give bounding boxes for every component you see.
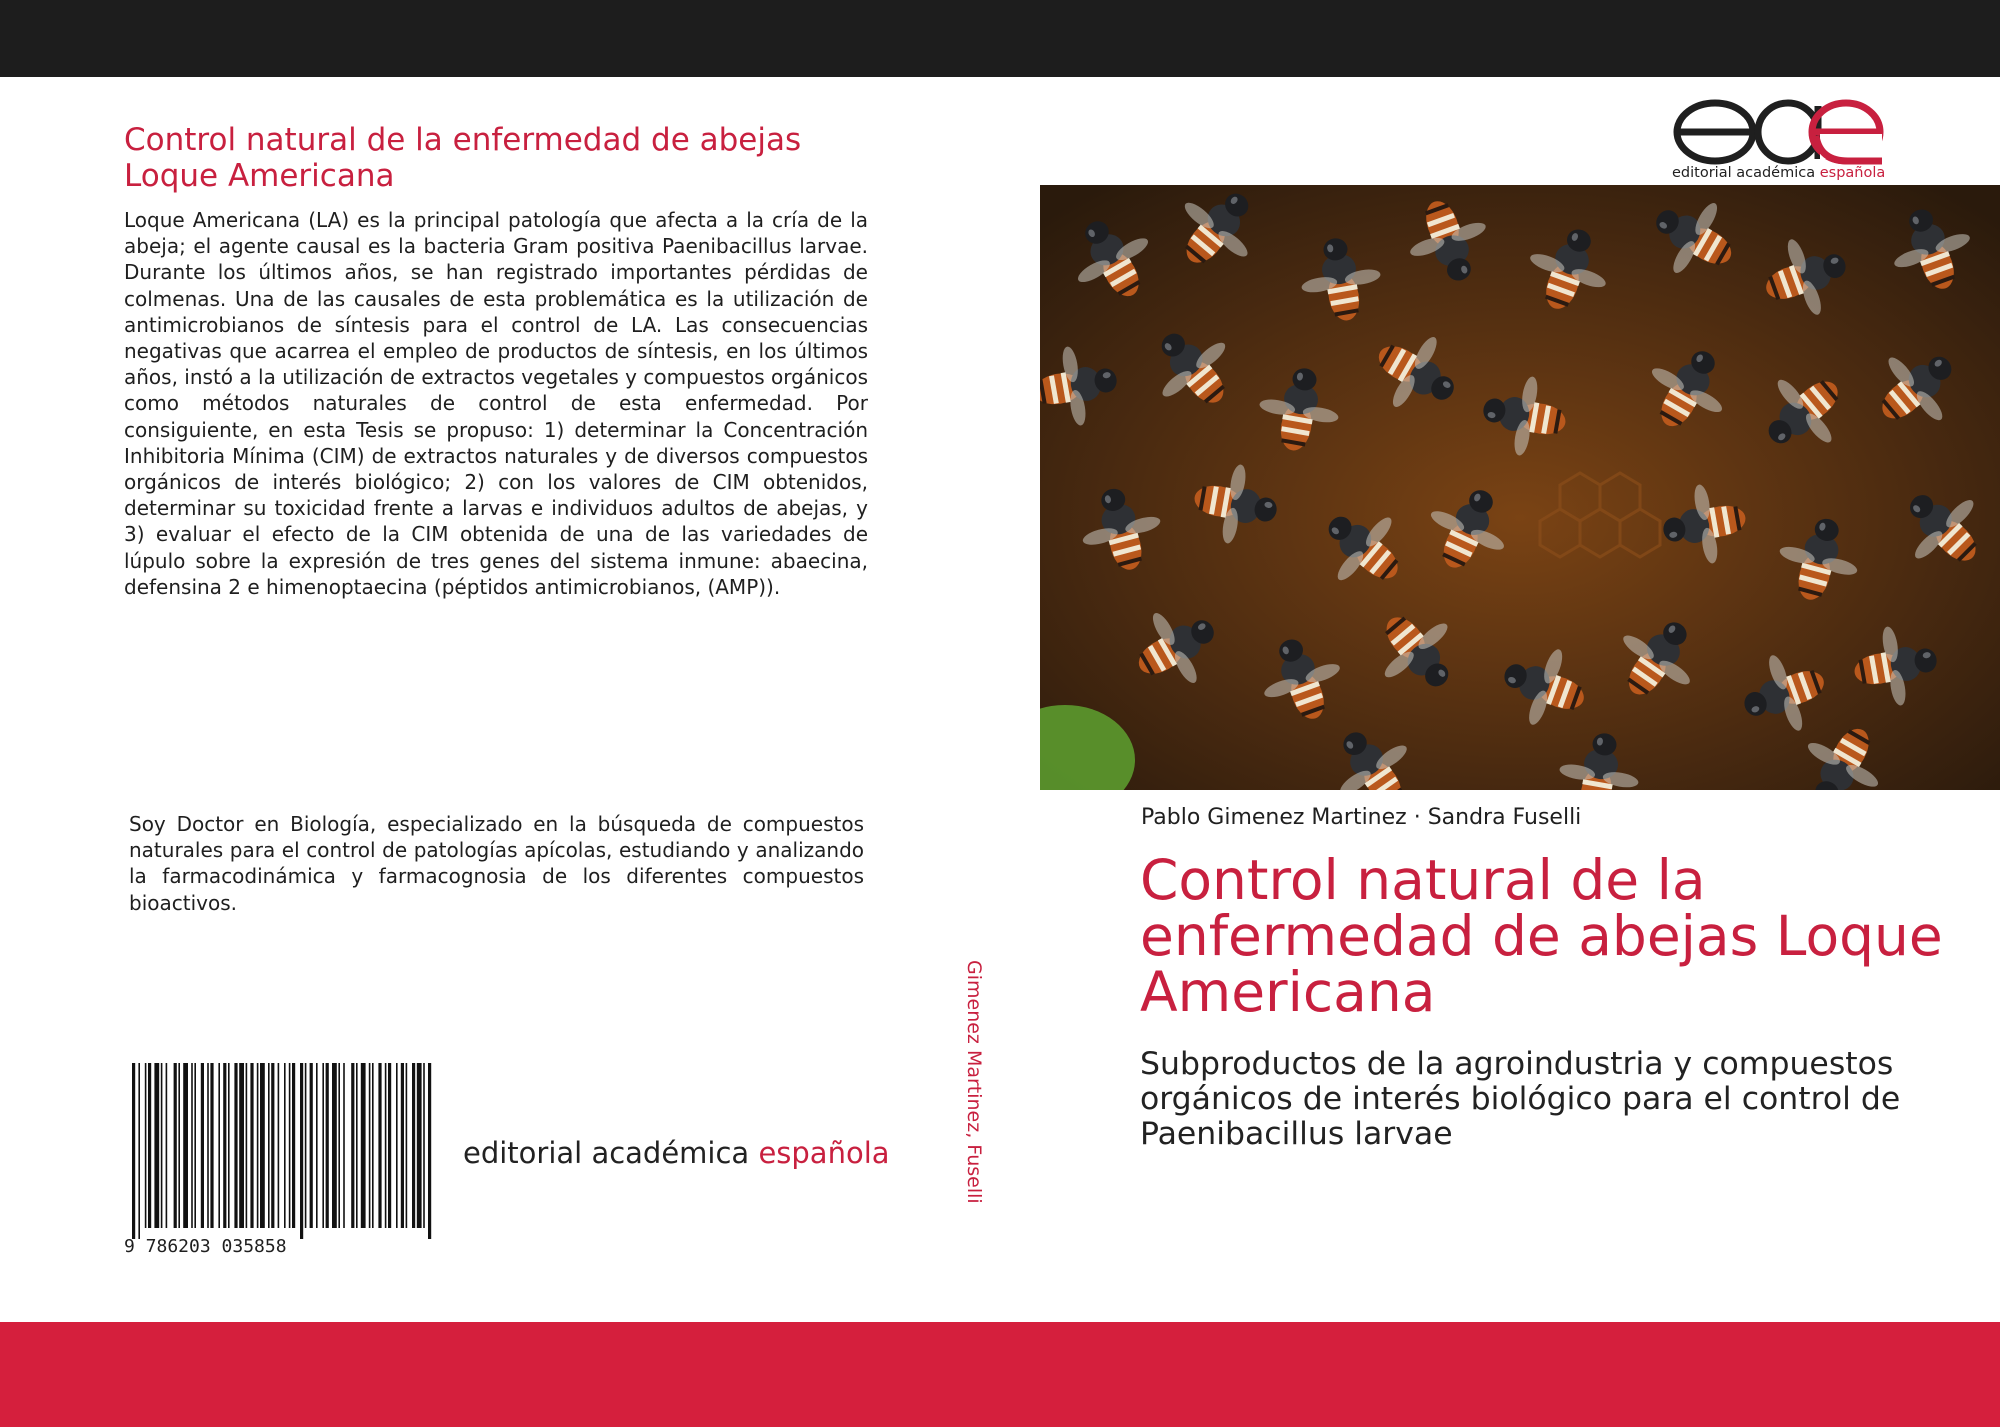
barcode-bar [278, 1063, 280, 1228]
barcode-bar [148, 1063, 151, 1228]
front-subtitle: Subproductos de la agroindustria y compuestos orgánicos de interés biológico para el control de Paenibacillus larvae [1140, 1046, 1901, 1152]
barcode-bar [388, 1063, 391, 1228]
barcode-bar [305, 1063, 307, 1228]
logo-caption-main: editorial académica [1672, 165, 1820, 181]
barcode-bar [271, 1063, 274, 1228]
barcode-bar [372, 1063, 374, 1228]
barcode-bar [292, 1063, 295, 1228]
barcode-bar [223, 1063, 226, 1228]
bottom-band [0, 1322, 2000, 1427]
barcode-bar [356, 1063, 358, 1228]
barcode-bar [178, 1063, 180, 1228]
barcode-bar [322, 1063, 324, 1228]
barcode-bar [260, 1063, 265, 1228]
barcode-bar [369, 1063, 371, 1228]
back-cover-blurb: Loque Americana (LA) es la principal patología que afecta a la cría de la abeja; el agente causal es la bacteria Gram positiva Paenibacillus larvae. Durante los últimos años, se han registrado importantes pérdidas de colmenas. Una de las causales de esta problemática es la utilización de antimicrobianos de síntesis para el control de LA. Las consecuencias negativas que acarrea el empleo de productos de síntesis, en los últimos años, instó a la utilización de extractos vegetales y compuestos orgánicos como métodos naturales de control de esta enfermedad. Por consiguiente, en esta Tesis se propuso: 1) determinar la Concentración Inhibitoria Mínima (CIM) de extractos naturales y de diversos compuestos orgánicos de interés biológico; 2) con los valores de CIM obtenidos, determinar su toxicidad frente a larvas e individuos adultos de abejas, y 3) evaluar el efecto de la CIM obtenida de una de las variedades de lúpulo sobre la expresión de tres genes del sistema inmune: abaecina, defensina 2 e himenoptaecina (péptidos antimicrobianos, (AMP)). [124, 208, 868, 599]
barcode-bar [412, 1063, 415, 1228]
barcode-bar [218, 1063, 220, 1228]
barcode-bar [428, 1063, 431, 1239]
barcode-bar [284, 1063, 286, 1228]
barcode-bar [207, 1063, 209, 1228]
barcode-bar [194, 1063, 196, 1228]
barcode-bar [161, 1063, 163, 1228]
barcode-bar [385, 1063, 387, 1228]
barcode-bar [423, 1063, 425, 1228]
logo-caption [1672, 165, 1885, 181]
barcode-bar [406, 1063, 408, 1228]
barcode-bar [316, 1063, 318, 1228]
barcode-bar [257, 1063, 259, 1228]
barcode-bar [183, 1063, 188, 1228]
top-band [0, 0, 2000, 77]
barcode-bar [361, 1063, 366, 1228]
logo-caption-accent: española [1819, 165, 1886, 181]
barcode-bar [201, 1063, 204, 1228]
barcode-bar [268, 1063, 270, 1228]
spine-authors: Gimenez Martinez, Fuselli [963, 960, 985, 1204]
back-cover-title: Control natural de la enfermedad de abejas Loque Americana [124, 122, 802, 194]
barcode-bar [396, 1063, 398, 1228]
publisher-name-accent: española [758, 1136, 890, 1170]
barcode-bar [417, 1063, 422, 1228]
isbn-barcode [124, 1063, 442, 1259]
honeybees-photo [1040, 185, 2000, 790]
barcode-bar [132, 1063, 135, 1239]
barcode-bar [174, 1063, 177, 1228]
front-title: Control natural de la enfermedad de abejas Loque Americana [1140, 848, 1943, 1024]
barcode-bars [124, 1063, 442, 1239]
barcode-bar [300, 1063, 303, 1239]
barcode-bar [401, 1063, 404, 1228]
barcode-bar [210, 1063, 213, 1228]
barcode-bar [191, 1063, 193, 1228]
barcode-bar [310, 1063, 313, 1228]
barcode-bar [378, 1063, 381, 1228]
barcode-bar [338, 1063, 340, 1228]
barcode-bar [326, 1063, 329, 1228]
barcode-bar [343, 1063, 345, 1228]
front-authors: Pablo Gimenez Martinez · Sandra Fuselli [1141, 805, 1582, 830]
barcode-bar [332, 1063, 337, 1228]
barcode-bar [250, 1063, 253, 1228]
author-bio: Soy Doctor en Biología, especializado en la búsqueda de compuestos naturales para el control de patologías apícolas, estudiando y analizando la farmacodinámica y farmacognosia de los diferentes compuestos bioactivos. [129, 812, 864, 915]
publisher-name: editorial académica [463, 1136, 759, 1170]
barcode-bar [166, 1063, 168, 1228]
barcode-bar [145, 1063, 147, 1228]
barcode-bar [351, 1063, 354, 1228]
isbn-digits: 9 786203 035858 [124, 1236, 287, 1257]
barcode-bar [246, 1063, 248, 1228]
barcode-bar [289, 1063, 291, 1228]
barcode-bar [239, 1063, 244, 1228]
barcode-bar [138, 1063, 140, 1239]
barcode-bar [234, 1063, 237, 1228]
back-publisher-wordmark [463, 1136, 890, 1170]
barcode-bar [154, 1063, 159, 1228]
barcode-bar [228, 1063, 230, 1228]
